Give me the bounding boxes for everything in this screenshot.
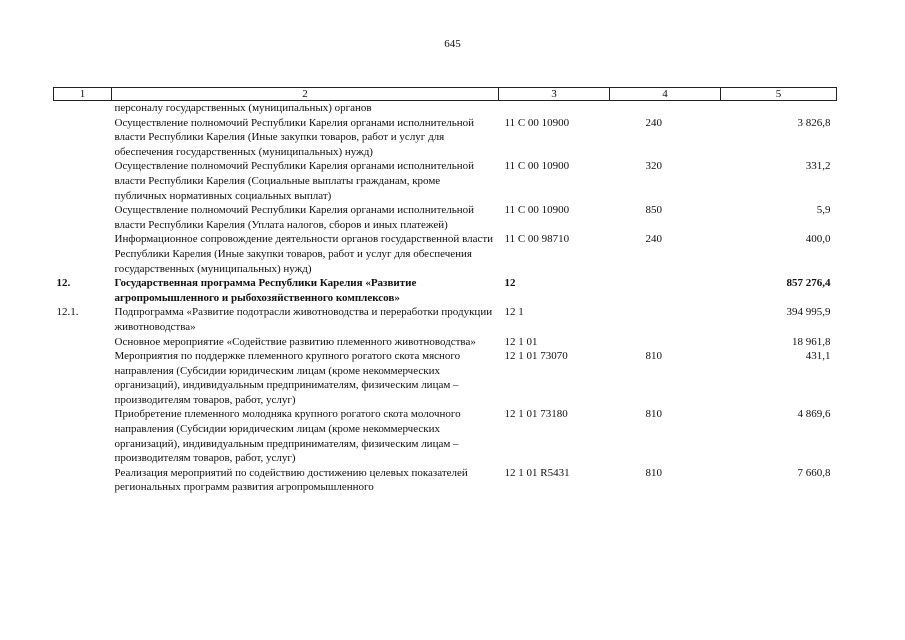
row-amount: 7 660,8 bbox=[797, 466, 831, 479]
row-code: 11 С 00 10900 bbox=[504, 204, 570, 217]
table-row bbox=[54, 101, 837, 116]
row-code: 12 1 bbox=[504, 306, 524, 319]
row-code: 12 bbox=[504, 277, 516, 290]
row-amount: 394 995,9 bbox=[786, 306, 831, 319]
row-expense-type bbox=[610, 276, 721, 305]
row-amount: 431,1 bbox=[805, 350, 831, 363]
row-expense-type: 240 bbox=[645, 116, 662, 129]
row-name: Основное мероприятие «Содействие развитию племенного животноводства» bbox=[114, 335, 476, 348]
header-col-2: 2 bbox=[112, 88, 499, 101]
header-col-3: 3 bbox=[499, 88, 610, 101]
row-expense-type: 240 bbox=[645, 233, 662, 246]
table-row bbox=[54, 349, 837, 407]
row-code: 11 С 00 10900 bbox=[504, 160, 570, 173]
table-row bbox=[54, 305, 837, 334]
row-code: 12 1 01 bbox=[504, 335, 538, 348]
row-code: 11 С 00 10900 bbox=[504, 116, 570, 129]
row-amount: 3 826,8 bbox=[797, 116, 831, 129]
row-name: Реализация мероприятий по содействию достижению целевых показателей региональных программ развития агропромышленного bbox=[114, 466, 468, 494]
row-number bbox=[54, 349, 112, 407]
header-row bbox=[54, 88, 837, 101]
row-number: 12. bbox=[56, 277, 71, 290]
table-row bbox=[54, 232, 837, 276]
row-expense-type bbox=[610, 101, 721, 116]
budget-table bbox=[53, 87, 837, 495]
row-number bbox=[54, 203, 112, 232]
row-expense-type: 810 bbox=[645, 350, 662, 363]
row-amount: 400,0 bbox=[805, 233, 831, 246]
table-row bbox=[54, 466, 837, 495]
header-col-5: 5 bbox=[721, 88, 837, 101]
row-number: 12.1. bbox=[56, 306, 79, 319]
row-name: Мероприятия по поддержке племенного крупного рогатого скота мясного направления (Субсидии юридическим лицам (кроме некоммерческих организаций), индивидуальным предпринимателям, физическим лицам – производителям товаров, работ, услуг) bbox=[114, 350, 461, 406]
row-amount: 331,2 bbox=[805, 160, 831, 173]
row-name: Осуществление полномочий Республики Карелия органами исполнительной власти Республики Карелия (Иные закупки товаров, работ и услуг для обеспечения государственных (муниципальных) нужд) bbox=[114, 116, 475, 158]
row-expense-type: 810 bbox=[645, 466, 662, 479]
row-expense-type bbox=[610, 335, 721, 350]
row-name: Информационное сопровождение деятельности органов государственной власти Республики Карелия (Иные закупки товаров, работ и услуг для обеспечения государственных (муниципальных) нужд) bbox=[114, 233, 494, 275]
table-row bbox=[54, 407, 837, 465]
row-expense-type: 810 bbox=[645, 408, 662, 421]
row-code: 12 1 01 73070 bbox=[504, 350, 568, 363]
header-col-1: 1 bbox=[54, 88, 112, 101]
row-number bbox=[54, 159, 112, 203]
row-code: 11 С 00 98710 bbox=[504, 233, 570, 246]
row-number bbox=[54, 335, 112, 350]
row-name: Приобретение племенного молодняка крупного рогатого скота молочного направления (Субсидии юридическим лицам (кроме некоммерческих организаций), индивидуальным предпринимателям, физическим лицам – производителям товаров, работ, услуг) bbox=[114, 408, 461, 465]
row-code: 12 1 01 73180 bbox=[504, 408, 568, 421]
row-name: Подпрограмма «Развитие подотрасли животноводства и переработки продукции животноводства» bbox=[114, 306, 493, 333]
row-expense-type bbox=[610, 305, 721, 334]
row-number bbox=[54, 101, 112, 116]
table-row bbox=[54, 335, 837, 350]
row-amount bbox=[721, 101, 837, 116]
table-row bbox=[54, 159, 837, 203]
row-expense-type: 320 bbox=[645, 160, 662, 173]
page-number: 645 bbox=[444, 38, 461, 50]
row-amount: 5,9 bbox=[816, 204, 831, 217]
row-amount: 857 276,4 bbox=[786, 277, 831, 290]
row-number bbox=[54, 466, 112, 495]
row-amount: 18 961,8 bbox=[792, 335, 831, 348]
row-name: Государственная программа Республики Карелия «Развитие агропромышленного и рыбохозяйственного комплексов» bbox=[114, 277, 417, 304]
row-code: 12 1 01 R5431 bbox=[504, 466, 570, 479]
row-expense-type: 850 bbox=[645, 204, 662, 217]
row-number bbox=[54, 232, 112, 276]
row-number bbox=[54, 116, 112, 160]
table-row bbox=[54, 116, 837, 160]
row-name: Осуществление полномочий Республики Карелия органами исполнительной власти Республики Карелия (Социальные выплаты гражданам, кроме публичных нормативных социальных выплат) bbox=[114, 160, 475, 202]
table-row bbox=[54, 203, 837, 232]
table-body bbox=[54, 101, 837, 496]
row-name: персоналу государственных (муниципальных) органов bbox=[114, 102, 372, 114]
row-amount: 4 869,6 bbox=[797, 408, 831, 421]
table-header bbox=[54, 88, 837, 101]
header-col-4: 4 bbox=[610, 88, 721, 101]
row-number bbox=[54, 407, 112, 465]
row-name: Осуществление полномочий Республики Карелия органами исполнительной власти Республики Карелия (Уплата налогов, сборов и иных платежей) bbox=[114, 204, 475, 231]
row-code bbox=[499, 101, 610, 116]
table-row bbox=[54, 276, 837, 305]
